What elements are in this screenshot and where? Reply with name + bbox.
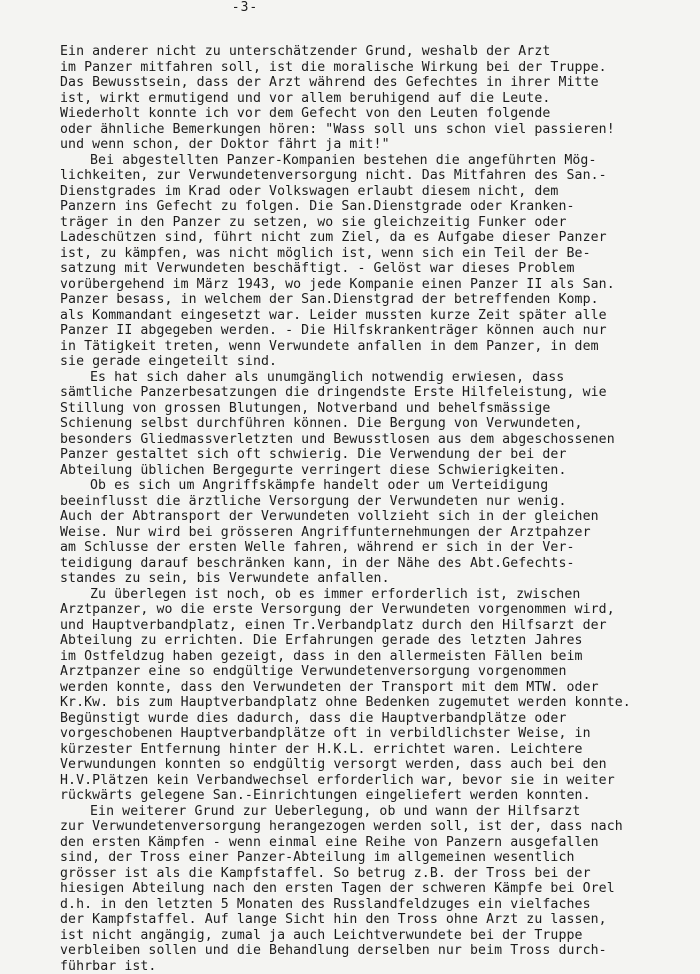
text-line: Verwundungen konnten so endgültig versorgt werden, dass auch bei den bbox=[60, 757, 700, 773]
text-line: werden konnte, dass den Verwundeten der Transport mit dem MTW. oder bbox=[60, 680, 700, 696]
text-line: hiesigen Abteilung nach den ersten Tagen der schweren Kämpfe bei Orel bbox=[60, 881, 700, 897]
text-line: Arztpanzer, wo die erste Versorgung der Verwundeten vorgenommen wird, bbox=[60, 602, 700, 618]
text-line: Panzern ins Gefecht zu folgen. Die San.Dienstgrade oder Kranken- bbox=[60, 199, 700, 215]
text-line: Dienstgrades im Krad oder Volkswagen erlaubt diesem nicht, dem bbox=[60, 184, 700, 200]
text-line: Abteilung üblichen Bergegurte verringert diese Schwierigkeiten. bbox=[60, 463, 700, 479]
text-line: Stillung von grossen Blutungen, Notverband und behelfsmässige bbox=[60, 401, 700, 417]
text-line: Auch der Abtransport der Verwundeten vollzieht sich in der gleichen bbox=[60, 509, 700, 525]
text-line: im Panzer mitfahren soll, ist die moralische Wirkung bei der Truppe. bbox=[60, 60, 700, 76]
text-line: Panzer gestaltet sich oft schwierig. Die Verwendung der bei der bbox=[60, 447, 700, 463]
text-line: Zu überlegen ist noch, ob es immer erforderlich ist, zwischen bbox=[60, 587, 700, 603]
text-line: Ladeschützen sind, führt nicht zum Ziel, da es Aufgabe dieser Panzer bbox=[60, 230, 700, 246]
paragraph bbox=[60, 370, 700, 479]
text-line: Schienung selbst durchführen können. Die Bergung von Verwundeten, bbox=[60, 416, 700, 432]
text-line: ist, zu kämpfen, was nicht möglich ist, wenn sich ein Teil der Be- bbox=[60, 246, 700, 262]
body-text bbox=[60, 44, 700, 974]
text-line: oder ähnliche Bemerkungen hören: "Wass soll uns schon viel passieren! bbox=[60, 122, 700, 138]
paragraph bbox=[60, 478, 700, 587]
text-line: und wenn schon, der Doktor fährt ja mit!" bbox=[60, 137, 700, 153]
text-line: Das Bewusstsein, dass der Arzt während des Gefechtes in ihrer Mitte bbox=[60, 75, 700, 91]
text-line: Bei abgestellten Panzer-Kompanien bestehen die angeführten Mög- bbox=[60, 153, 700, 169]
paragraph bbox=[60, 804, 700, 974]
text-line: Panzer II abgegeben werden. - Die Hilfskrankenträger können auch nur bbox=[60, 323, 700, 339]
text-line: als Kommandant eingesetzt war. Leider mussten kurze Zeit später alle bbox=[60, 308, 700, 324]
text-line: vorübergehend im März 1943, wo jede Kompanie einen Panzer II als San. bbox=[60, 277, 700, 293]
text-line: führbar ist. bbox=[60, 959, 700, 974]
paragraph bbox=[60, 587, 700, 804]
text-line: Ob es sich um Angriffskämpfe handelt oder um Verteidigung bbox=[60, 478, 700, 494]
text-line: verbleiben sollen und die Behandlung derselben nur beim Tross durch- bbox=[60, 943, 700, 959]
text-line: d.h. in den letzten 5 Monaten des Russlandfeldzuges ein vielfaches bbox=[60, 897, 700, 913]
text-line: Abteilung zu errichten. Die Erfahrungen gerade des letzten Jahres bbox=[60, 633, 700, 649]
text-line: der Kampfstaffel. Auf lange Sicht hin den Tross ohne Arzt zu lassen, bbox=[60, 912, 700, 928]
text-line: träger in den Panzer zu setzen, wo sie gleichzeitig Funker oder bbox=[60, 215, 700, 231]
text-line: in Tätigkeit treten, wenn Verwundete anfallen in dem Panzer, in dem bbox=[60, 339, 700, 355]
text-line: ist, wirkt ermutigend und vor allem beruhigend auf die Leute. bbox=[60, 91, 700, 107]
text-line: Ein anderer nicht zu unterschätzender Grund, weshalb der Arzt bbox=[60, 44, 700, 60]
text-line: beeinflusst die ärztliche Versorgung der Verwundeten nur wenig. bbox=[60, 494, 700, 510]
text-line: satzung mit Verwundeten beschäftigt. - Gelöst war dieses Problem bbox=[60, 261, 700, 277]
text-line: lichkeiten, zur Verwundetenversorgung nicht. Das Mitfahren des San.- bbox=[60, 168, 700, 184]
text-line: Weise. Nur wird bei grösseren Angriffunternehmungen der Arztpahzer bbox=[60, 525, 700, 541]
text-line: im Ostfeldzug haben gezeigt, dass in den allermeisten Fällen beim bbox=[60, 649, 700, 665]
text-line: sämtliche Panzerbesatzungen die dringendste Erste Hilfeleistung, wie bbox=[60, 385, 700, 401]
text-line: zur Verwundetenversorgung herangezogen werden soll, ist der, dass nach bbox=[60, 819, 700, 835]
text-line: Es hat sich daher als unumgänglich notwendig erwiesen, dass bbox=[60, 370, 700, 386]
page-number: -3- bbox=[0, 0, 490, 15]
paragraph bbox=[60, 44, 700, 153]
text-line: sie gerade eingeteilt sind. bbox=[60, 354, 700, 370]
text-line: grösser ist als die Kampfstaffel. So betrug z.B. der Tross bei der bbox=[60, 866, 700, 882]
paragraph bbox=[60, 153, 700, 370]
text-line: Arztpanzer eine so endgültige Verwundetenversorgung vorgenommen bbox=[60, 664, 700, 680]
text-line: Kr.Kw. bis zum Hauptverbandplatz ohne Bedenken zugemutet werden konnte. bbox=[60, 695, 700, 711]
text-line: und Hauptverbandplatz, einen Tr.Verbandplatz durch den Hilfsarzt der bbox=[60, 618, 700, 634]
text-line: besonders Gliedmassverletzten und Bewusstlosen aus dem abgeschossenen bbox=[60, 432, 700, 448]
text-line: vorgeschobenen Hauptverbandplätze oft in verbildlichster Weise, in bbox=[60, 726, 700, 742]
text-line: rückwärts gelegene San.-Einrichtungen eingeliefert werden konnten. bbox=[60, 788, 700, 804]
text-line: Wiederholt konnte ich vor dem Gefecht von den Leuten folgende bbox=[60, 106, 700, 122]
text-line: kürzester Entfernung hinter der H.K.L. errichtet waren. Leichtere bbox=[60, 742, 700, 758]
text-line: am Schlusse der ersten Welle fahren, während er sich in der Ver- bbox=[60, 540, 700, 556]
text-line: Ein weiterer Grund zur Ueberlegung, ob und wann der Hilfsarzt bbox=[60, 804, 700, 820]
text-line: den ersten Kämpfen - wenn einmal eine Reihe von Panzern ausgefallen bbox=[60, 835, 700, 851]
text-line: ist nicht angängig, zumal ja auch Leichtverwundete bei der Truppe bbox=[60, 928, 700, 944]
text-line: Panzer besass, in welchem der San.Dienstgrad der betreffenden Komp. bbox=[60, 292, 700, 308]
text-line: standes zu sein, bis Verwundete anfallen. bbox=[60, 571, 700, 587]
text-line: sind, der Tross einer Panzer-Abteilung im allgemeinen wesentlich bbox=[60, 850, 700, 866]
text-line: teidigung darauf beschränken kann, in der Nähe des Abt.Gefechts- bbox=[60, 556, 700, 572]
text-line: Begünstigt wurde dies dadurch, dass die Hauptverbandplätze oder bbox=[60, 711, 700, 727]
text-line: H.V.Plätzen kein Verbandwechsel erforderlich war, bevor sie in weiter bbox=[60, 773, 700, 789]
